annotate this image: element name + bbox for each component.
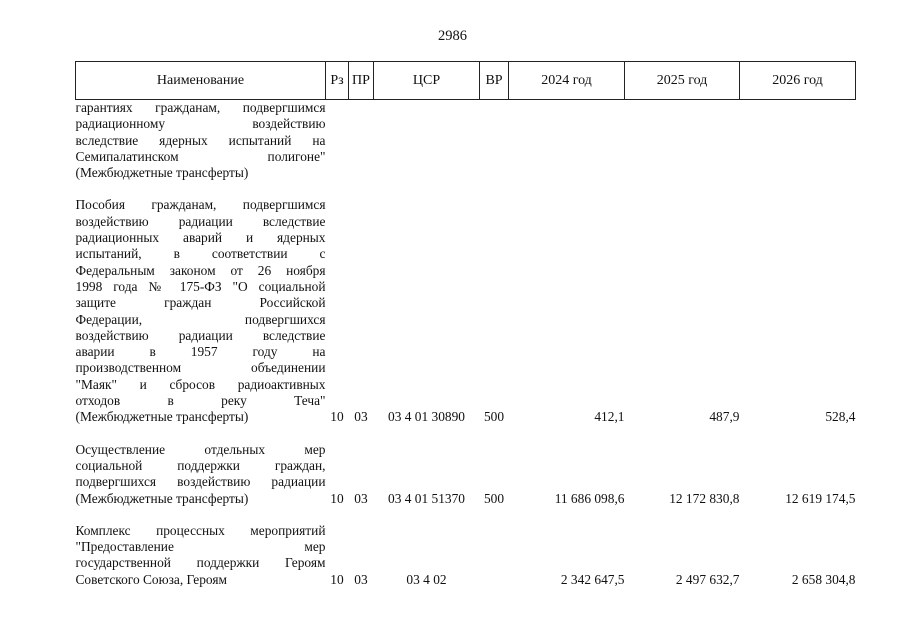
row-name-line: 1998 года № 175-ФЗ "О социальной <box>75 278 326 294</box>
row-name <box>76 197 326 425</box>
row-name-line: воздействию радиации вследствие <box>75 213 326 229</box>
row-rz: 10 <box>330 409 344 425</box>
page-number: 2986 <box>438 28 467 44</box>
header-pr: ПР <box>349 62 374 100</box>
table-row <box>76 197 856 425</box>
row-spacer-cell <box>76 181 856 197</box>
table-body <box>76 100 856 589</box>
table-row <box>76 523 856 588</box>
row-name-line: гарантиях гражданам, подвергшимся <box>75 100 326 115</box>
row-name-line: (Межбюджетные трансферты) <box>75 490 249 506</box>
row-name-line: испытаний, в соответствии с <box>75 246 326 262</box>
row-name-line: радиационных аварий и ядерных <box>75 230 326 246</box>
row-amount-2025: 12 172 830,8 <box>669 490 740 506</box>
row-name-line: радиационному воздействию <box>75 116 326 132</box>
table-row <box>76 100 856 182</box>
row-name-line: аварии в 1957 году на <box>75 344 326 360</box>
header-csr: ЦСР <box>374 62 480 100</box>
row-rz: 10 <box>330 490 344 506</box>
row-amount-2026: 12 619 174,5 <box>785 490 856 506</box>
row-pr: 03 <box>354 571 368 587</box>
row-name-line: Осуществление отдельных мер <box>75 441 326 457</box>
row-amount-2024: 412,1 <box>594 409 625 425</box>
row-name-line: "Маяк" и сбросов радиоактивных <box>75 376 326 392</box>
row-name <box>76 100 326 182</box>
row-vr <box>480 523 509 588</box>
row-vr: 500 <box>483 490 505 506</box>
row-spacer <box>76 507 856 523</box>
row-amount-2026: 2 658 304,8 <box>791 571 856 587</box>
row-spacer <box>76 426 856 442</box>
row-name-line: вследствие ядерных испытаний на <box>75 132 326 148</box>
header-name: Наименование <box>76 62 326 100</box>
row-spacer-cell <box>76 507 856 523</box>
row-csr <box>374 100 480 182</box>
row-amount-2024 <box>509 100 625 182</box>
row-amount-2024: 2 342 647,5 <box>560 571 625 587</box>
table-row <box>76 442 856 507</box>
header-rz: Рз <box>326 62 349 100</box>
table-header <box>76 62 856 100</box>
row-name-line: "Предоставление мер <box>75 539 326 555</box>
row-name-line: Федерации, подвергшихся <box>75 311 326 327</box>
row-csr: 03 4 02 <box>406 571 447 587</box>
row-rz <box>326 100 349 182</box>
header-2026: 2026 год <box>740 62 856 100</box>
row-csr: 03 4 01 30890 <box>388 409 465 425</box>
header-2024: 2024 год <box>509 62 625 100</box>
budget-table <box>75 61 856 588</box>
row-name-line: Советского Союза, Героям <box>75 571 227 587</box>
row-pr: 03 <box>354 409 368 425</box>
row-amount-2026 <box>740 100 856 182</box>
row-name-line: воздействию радиации вследствие <box>75 327 326 343</box>
row-name-line: государственной поддержки Героям <box>75 555 326 571</box>
row-amount-2024: 11 686 098,6 <box>554 490 625 506</box>
row-name <box>76 523 326 588</box>
row-name-line: (Межбюджетные трансферты) <box>75 165 249 181</box>
row-name-line: Семипалатинском полигоне" <box>75 148 326 164</box>
row-name-line: социальной поддержки граждан, <box>75 457 326 473</box>
row-amount-2025: 487,9 <box>709 409 740 425</box>
row-name-line: защите граждан Российской <box>75 295 326 311</box>
row-rz: 10 <box>330 571 344 587</box>
row-amount-2025 <box>625 100 740 182</box>
row-csr: 03 4 01 51370 <box>388 490 465 506</box>
row-name-line: производственном объединении <box>75 360 326 376</box>
row-spacer <box>76 181 856 197</box>
row-name-line: подвергшихся воздействию радиации <box>75 474 326 490</box>
row-pr <box>349 100 374 182</box>
row-name-line: отходов в реку Теча" <box>75 393 326 409</box>
row-name-line: Комплекс процессных мероприятий <box>75 522 326 538</box>
row-name-line: (Межбюджетные трансферты) <box>75 409 249 425</box>
row-name-line: Федеральным законом от 26 ноября <box>75 262 326 278</box>
row-vr <box>480 100 509 182</box>
row-vr: 500 <box>483 409 505 425</box>
row-pr: 03 <box>354 490 368 506</box>
header-vr: ВР <box>480 62 509 100</box>
row-spacer-cell <box>76 426 856 442</box>
row-name-line: Пособия гражданам, подвергшимся <box>75 197 326 213</box>
row-name <box>76 442 326 507</box>
row-amount-2025: 2 497 632,7 <box>675 571 740 587</box>
row-amount-2026: 528,4 <box>825 409 856 425</box>
header-2025: 2025 год <box>625 62 740 100</box>
